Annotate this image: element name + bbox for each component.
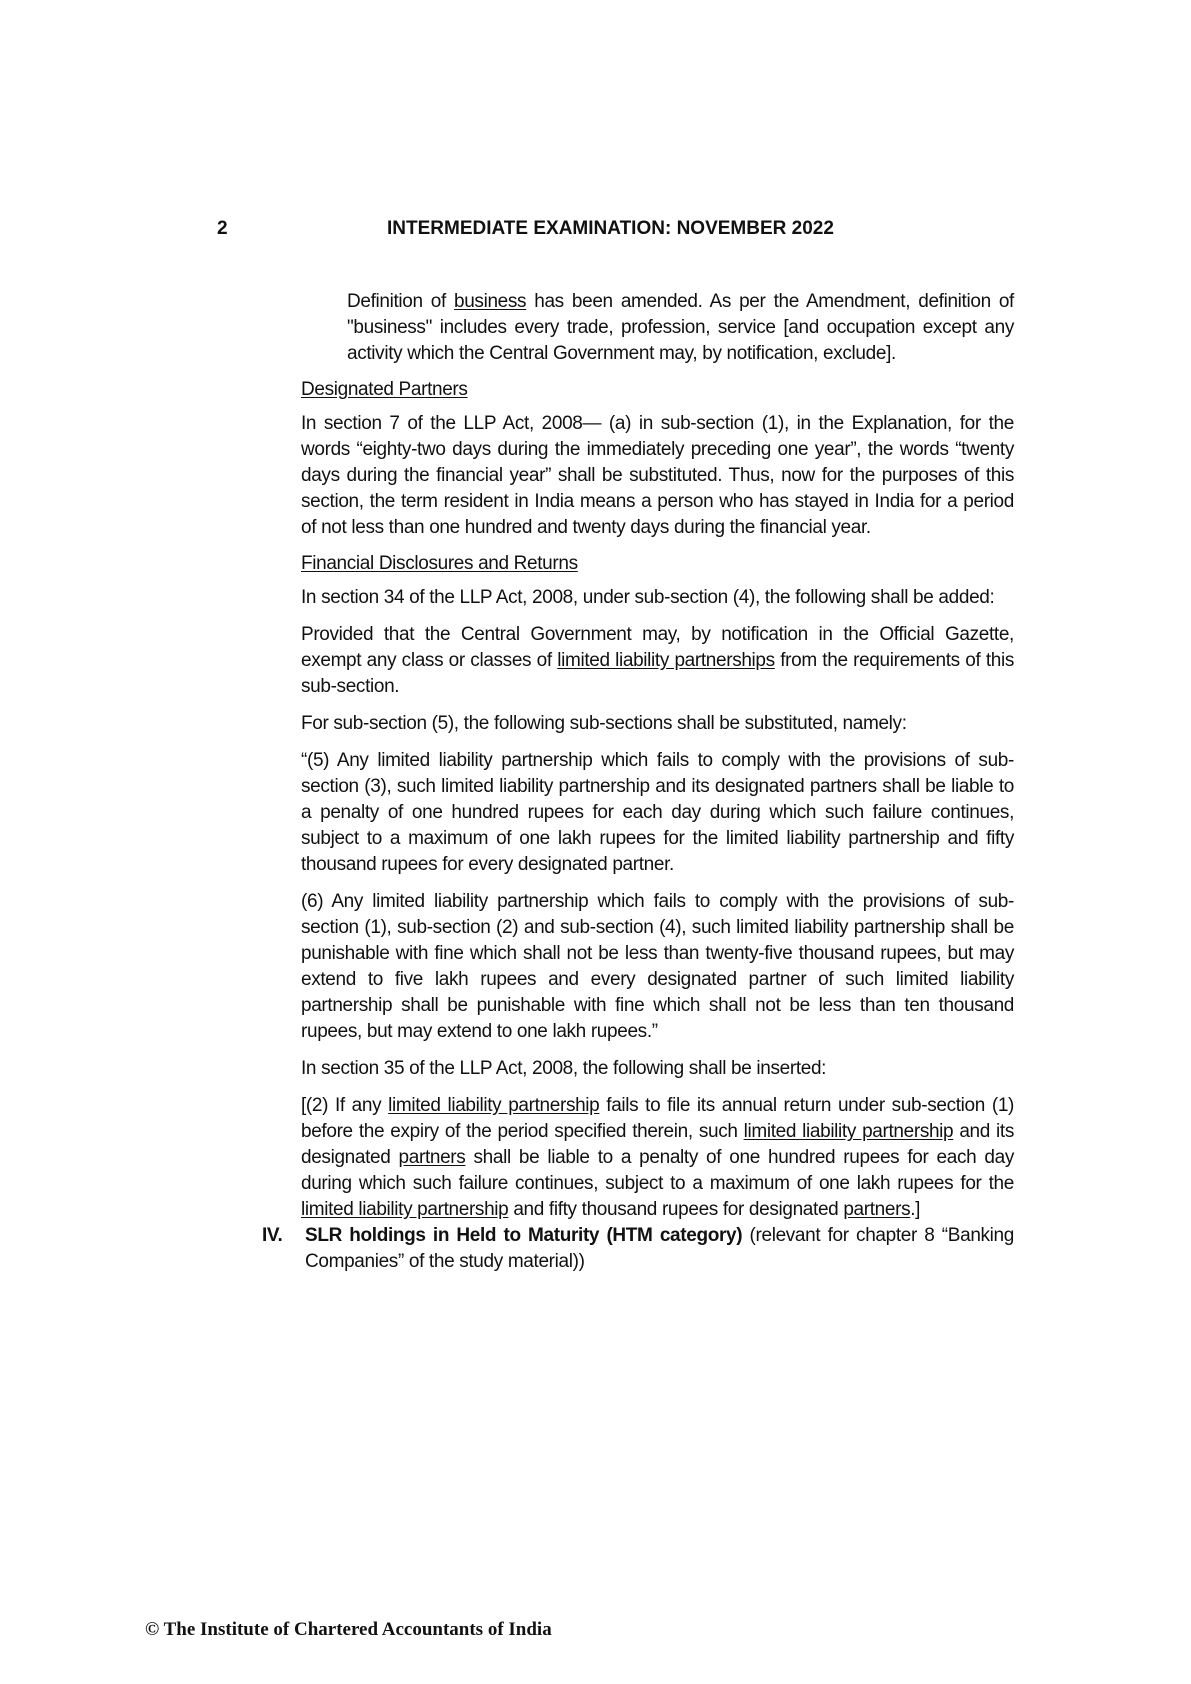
business-definition-paragraph: Definition of business has been amended. As per the Amendment, definition of "business" includes every trade, profession, service [and occupation except any activity which the Central Government may, by notification, exclude]. [347, 291, 1014, 364]
page-number: 2 [217, 218, 228, 239]
business-term: business [453, 291, 527, 312]
section-35-intro: In section 35 of the LLP Act, 2008, the following shall be inserted: [301, 1058, 827, 1079]
sub-section-5-intro: For sub-section (5), the following sub-sections shall be substituted, namely: [301, 713, 907, 734]
item-iv-title: SLR holdings in Held to Maturity (HTM category) [305, 1225, 743, 1246]
designated-partners-heading: Designated Partners [301, 379, 468, 400]
proviso-paragraph: Provided that the Central Government may, by notification in the Official Gazette, exempt any class or classes of limited liability partnerships from the requirements of this sub-section. [301, 624, 1014, 697]
financial-disclosures-heading: Financial Disclosures and Returns [301, 553, 578, 574]
llp-term: limited liability partnerships [557, 650, 775, 671]
item-iv-number: IV. [262, 1225, 283, 1246]
page-header-title: INTERMEDIATE EXAMINATION: NOVEMBER 2022 [387, 218, 834, 239]
section-34-intro: In section 34 of the LLP Act, 2008, under sub-section (4), the following shall be added: [301, 587, 995, 608]
sub-section-6-text: (6) Any limited liability partnership which fails to comply with the provisions of sub-section (1), sub-section (2) and sub-section (4), such limited liability partnership shall be punishable with fine which shall not be less than twenty-five thousand rupees, but may extend to five lakh rupees and every designated partner of such limited liability partnership shall be punishable with fine which shall not be less than ten thousand rupees, but may extend to one lakh rupees.” [301, 891, 1014, 1042]
designated-partners-paragraph: In section 7 of the LLP Act, 2008— (a) in sub-section (1), in the Explanation, for the words “eighty-two days during the immediately preceding one year”, the words “twenty days during the financial year” shall be substituted. Thus, now for the purposes of this section, the term resident in India means a person who has stayed in India for a period of not less than one hundred and twenty days during the financial year. [301, 413, 1014, 538]
item-iv: IV. SLR holdings in Held to Maturity (HTM category) (relevant for chapter 8 “Banking Companies” of the study material)) [262, 1225, 1014, 1272]
section-35-inserted-text: [(2) If any limited liability partnership fails to file its annual return under sub-section (1) before the expiry of the period specified therein, such limited liability partnership and its designated partners shall be liable to a penalty of one hundred rupees for each day during which such failure continues, subject to a maximum of one lakh rupees for the limited liability partnership and fifty thousand rupees for designated partners.] [301, 1095, 1015, 1220]
footer-copyright: © The Institute of Chartered Accountants of India [145, 1619, 552, 1640]
document-body [262, 289, 1015, 1275]
sub-section-5-text: “(5) Any limited liability partnership which fails to comply with the provisions of sub-section (3), such limited liability partnership and its designated partners shall be liable to a penalty of one hundred rupees for each day during which such failure continues, subject to a maximum of one lakh rupees for the limited liability partnership and fifty thousand rupees for every designated partner. [301, 750, 1014, 875]
